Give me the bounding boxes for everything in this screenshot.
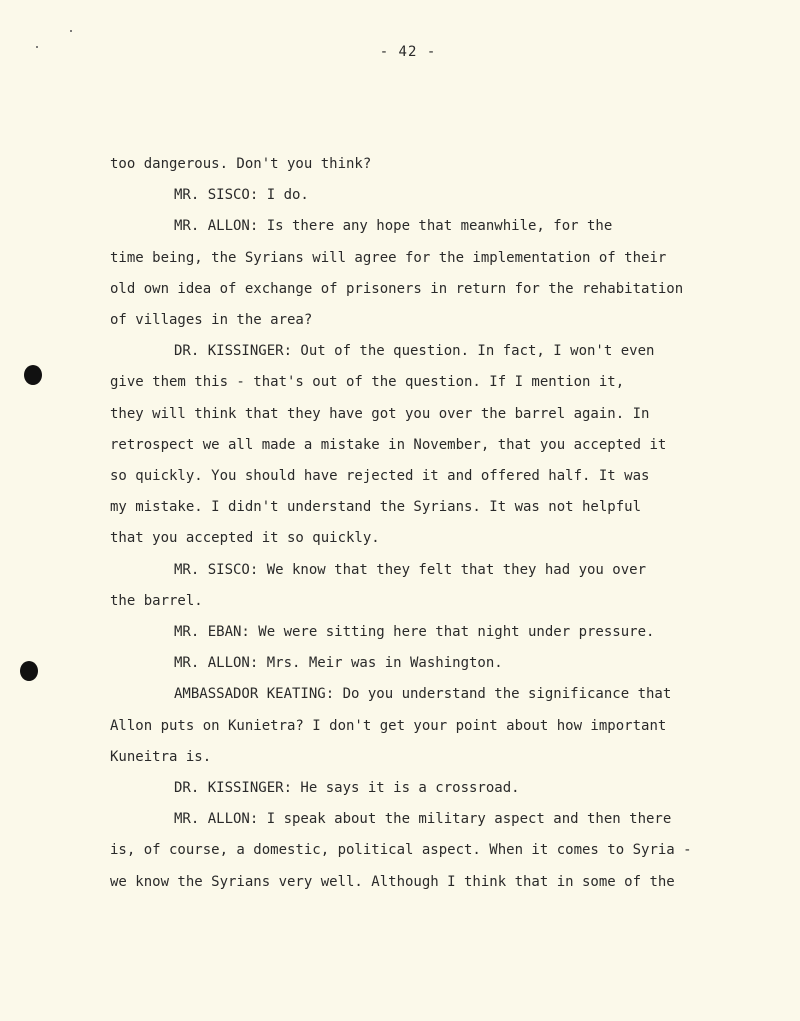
text-line: so quickly. You should have rejected it and offered half. It was xyxy=(110,468,650,484)
paper-speck xyxy=(70,30,72,32)
text-line: we know the Syrians very well. Although I think that in some of the xyxy=(110,873,675,890)
text-line: my mistake. I didn't understand the Syrians. It was not helpful xyxy=(110,499,642,516)
text-line: give them this - that's out of the question. If I mention it, xyxy=(110,374,625,391)
text-line: the barrel. xyxy=(110,592,203,609)
text-line: Kuneitra is. xyxy=(110,748,212,765)
text-line: MR. SISCO: We know that they felt that they had you over xyxy=(174,561,647,578)
text-line: MR. ALLON: Is there any hope that meanwhile, for the xyxy=(174,218,613,235)
text-line: MR. ALLON: I speak about the military aspect and then there xyxy=(174,811,672,828)
text-line: time being, the Syrians will agree for the implementation of their xyxy=(110,249,667,266)
text-line: they will think that they have got you over the barrel again. In xyxy=(110,405,650,422)
text-line: retrospect we all made a mistake in November, that you accepted it xyxy=(110,436,667,453)
text-line: of villages in the area? xyxy=(110,312,313,328)
punch-hole xyxy=(20,661,38,681)
text-line: too dangerous. Don't you think? xyxy=(110,156,372,172)
text-line: MR. SISCO: I do. xyxy=(174,187,309,204)
text-line: MR. EBAN: We were sitting here that night under pressure. xyxy=(174,624,655,640)
text-line: MR. ALLON: Mrs. Meir was in Washington. xyxy=(174,655,503,672)
text-line: DR. KISSINGER: He says it is a crossroad. xyxy=(174,780,520,796)
text-line: DR. KISSINGER: Out of the question. In fact, I won't even xyxy=(174,343,655,360)
punch-hole xyxy=(24,365,42,385)
text-line: Allon puts on Kunietra? I don't get your point about how important xyxy=(110,717,667,734)
page-number: - 42 - xyxy=(379,44,437,60)
text-line: is, of course, a domestic, political aspect. When it comes to Syria - xyxy=(110,842,692,859)
text-line: old own idea of exchange of prisoners in return for the rehabitation xyxy=(110,280,684,297)
text-line: AMBASSADOR KEATING: Do you understand the significance that xyxy=(174,686,672,703)
text-line: that you accepted it so quickly. xyxy=(110,530,380,547)
